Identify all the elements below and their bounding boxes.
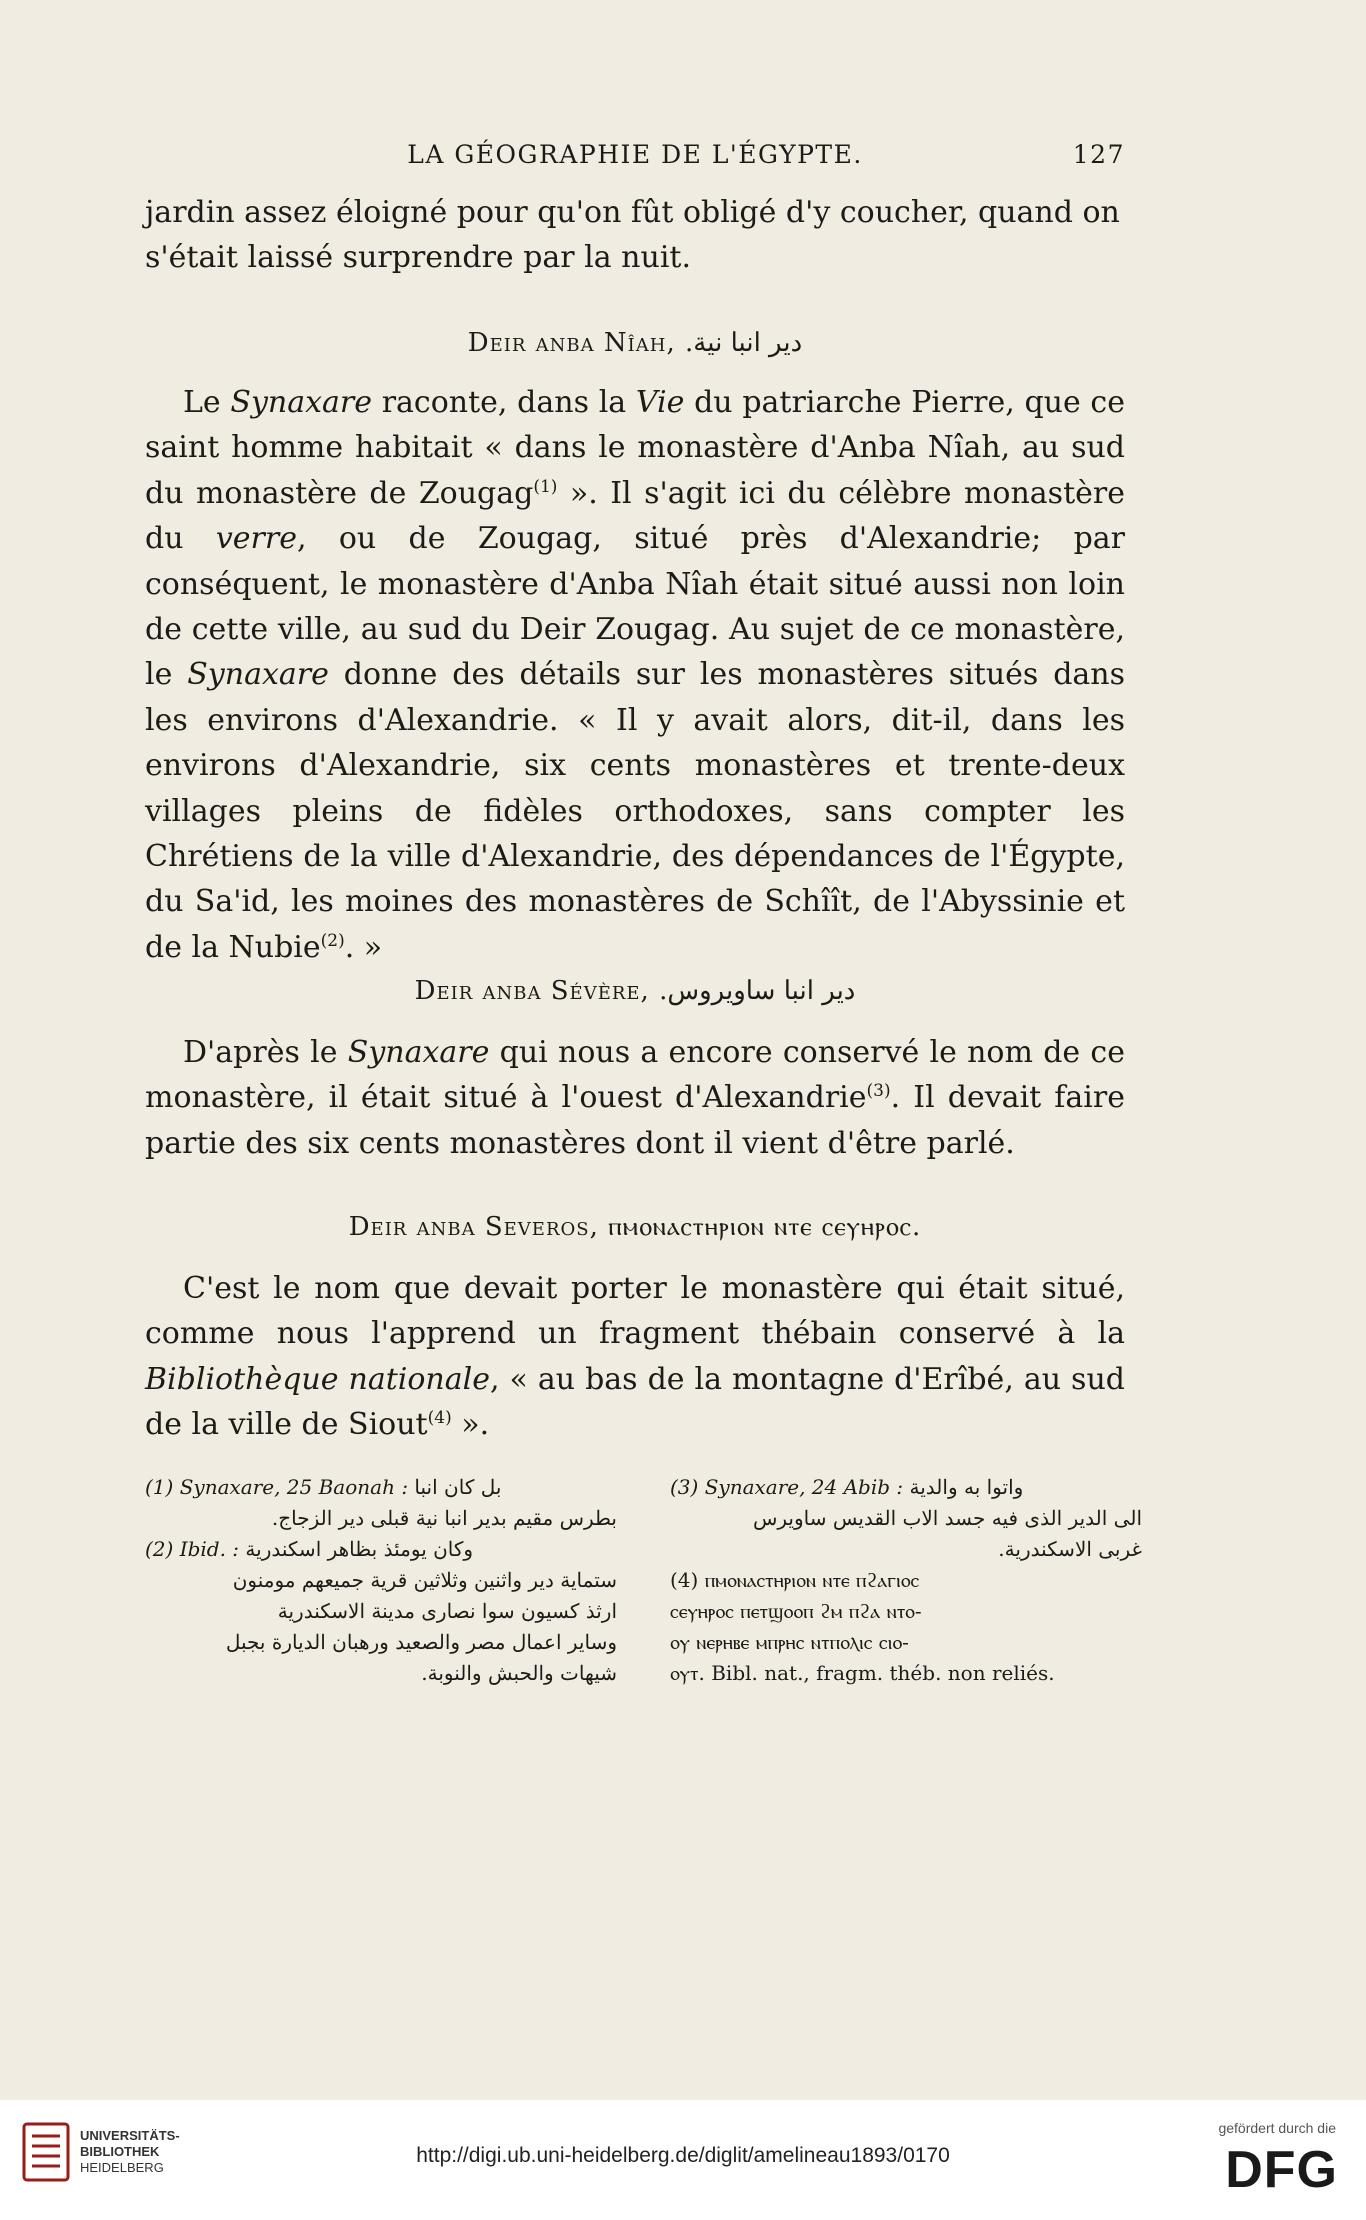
footnote-3-line-3: غربى الاسكندرية.: [998, 1537, 1142, 1561]
footnote-2-line-2: ستماية دير واثنين وثلاثين قرية جميعهم مومنون: [232, 1568, 617, 1592]
section-heading-severos: Deir anba Severos, ⲡⲙⲟⲛⲁⲥⲧⲏⲣⲓⲟⲛ ⲛⲧⲉ ⲥⲉⲩⲏⲣⲟⲥ.: [348, 1212, 922, 1242]
footnote-2-line-3: ارثذ كسيون سوا نصارى مدينة الاسكندرية: [277, 1599, 617, 1623]
dfg-logo: DFG: [1225, 2141, 1338, 2199]
heading-latin: Deir anba Sévère: [414, 976, 641, 1006]
footnote-2-line-1: (2) Ibid. : وكان يومئذ بظاهر اسكندرية: [145, 1537, 474, 1561]
footnote-2-line-4: وساير اعمال مصر والصعيد ورهبان الديارة بجبل: [225, 1630, 617, 1654]
university-library-name: UNIVERSITÄTS- BIBLIOTHEK HEIDELBERG: [80, 2128, 180, 2175]
heading-coptic: ⲡⲙⲟⲛⲁⲥⲧⲏⲣⲓⲟⲛ ⲛⲧⲉ ⲥⲉⲩⲏⲣⲟⲥ.: [608, 1212, 922, 1242]
heading-arabic: دير انبا نية.: [685, 328, 803, 358]
footnote-1-line-1: (1) Synaxare, 25 Baonah : بل كان انبا: [145, 1475, 502, 1499]
footnote-ref-1: (1): [533, 476, 558, 497]
footnote-ref-3: (3): [866, 1081, 891, 1102]
heading-arabic: دير انبا ساويروس.: [659, 976, 856, 1006]
paragraph-severos: C'est le nom que devait porter le monastère qui était situé, comme nous l'apprend un fragment thébain conservé à la Bibliothèque nationale, « au bas de la montagne d'Erîbé, au sud de la ville de Siout$^{(4)}$ ».: [145, 1271, 1125, 1443]
footnote-4-line-2: ⲥⲉⲩⲏⲣⲟⲥ ⲡⲉⲧϣⲟⲟⲡ ϩⲙ ⲡϩⲁ ⲛⲧⲟ-: [670, 1599, 922, 1623]
footnotes-right: [670, 1472, 1142, 1689]
footnote-ref-2: (2): [320, 930, 345, 951]
funding-note: gefördert durch die: [1218, 2120, 1336, 2136]
footnote-4-line-4: ⲟⲩⲧ. Bibl. nat., fragm. théb. non reliés.: [670, 1661, 1055, 1685]
running-title: LA GÉOGRAPHIE DE L'ÉGYPTE.: [407, 140, 863, 169]
footnote-1-line-2: بطرس مقيم بدير انبا نية قبلى دير الزجاج.: [271, 1506, 617, 1530]
paragraph-severe: D'après le Synaxare qui nous a encore conservé le nom de ce monastère, il était situé à l'ouest d'Alexandrie$^{(3)}$. Il devait faire partie des six cents monastères dont il vient d'être parlé.: [145, 1035, 1125, 1161]
section-heading-niah: Deir anba Nîah, دير انبا نية.: [467, 328, 803, 358]
footnote-4-line-3: ⲟⲩ ⲛⲉⲣⲏⲃⲉ ⲙⲡⲣⲏⲥ ⲛⲧⲡⲟⲗⲓⲥ ⲥⲓⲟ-: [670, 1630, 909, 1654]
footnote-3-line-1: (3) Synaxare, 24 Abib : واتوا به والدية: [670, 1475, 1024, 1499]
intro-line-1: jardin assez éloigné pour qu'on fût obligé d'y coucher, quand on: [145, 195, 1120, 230]
footnote-ref-4: (4): [427, 1408, 452, 1429]
intro-line-2: s'était laissé surprendre par la nuit.: [145, 240, 692, 276]
heading-latin: Deir anba Nîah: [467, 328, 667, 358]
heading-latin: Deir anba Severos: [348, 1212, 590, 1242]
viewer-footer: [0, 2100, 1366, 2220]
page-number: 127: [1072, 140, 1125, 169]
footnotes-left: [145, 1472, 617, 1689]
footnote-2-line-5: شيهات والحبش والنوبة.: [421, 1661, 617, 1685]
paragraph-niah: Le Synaxare raconte, dans la Vie du patriarche Pierre, que ce saint homme habitait « dans le monastère d'Anba Nîah, au sud du monastère de Zougag$^{(1)}$ ». Il s'agit ici du célèbre monastère du verre, ou de Zougag, situé près d'Alexandrie; par conséquent, le monastère d'Anba Nîah était situé aussi non loin de cette ville, au sud du Deir Zougag. Au sujet de ce monastère, le Synaxare donne des détails sur les monastères situés dans les environs d'Alexandrie. « Il y avait alors, dit-il, dans les environs d'Alexandrie, six cents monastères et trente-deux villages pleins de fidèles orthodoxes, sans compter les Chrétiens de la ville d'Alexandrie, des dépendances de l'Égypte, du Sa'id, les moines des monastères de Schîît, de l'Abyssinie et de la Nubie$^{(2)}$. »: [145, 385, 1126, 965]
intro-paragraph: [145, 190, 1125, 281]
footnote-3-line-2: الى الدير الذى فيه جسد الاب القديس ساويرس: [752, 1506, 1142, 1530]
section-heading-severe: Deir anba Sévère, دير انبا ساويروس.: [414, 976, 856, 1006]
footnote-4-line-1: (4) ⲡⲙⲟⲛⲁⲥⲧⲏⲣⲓⲟⲛ ⲛⲧⲉ ⲡϩⲁⲅⲓⲟⲥ: [670, 1568, 920, 1592]
running-head: [145, 140, 1125, 180]
permalink-url[interactable]: http://digi.ub.uni-heidelberg.de/diglit/amelineau1893/0170: [416, 2144, 950, 2167]
